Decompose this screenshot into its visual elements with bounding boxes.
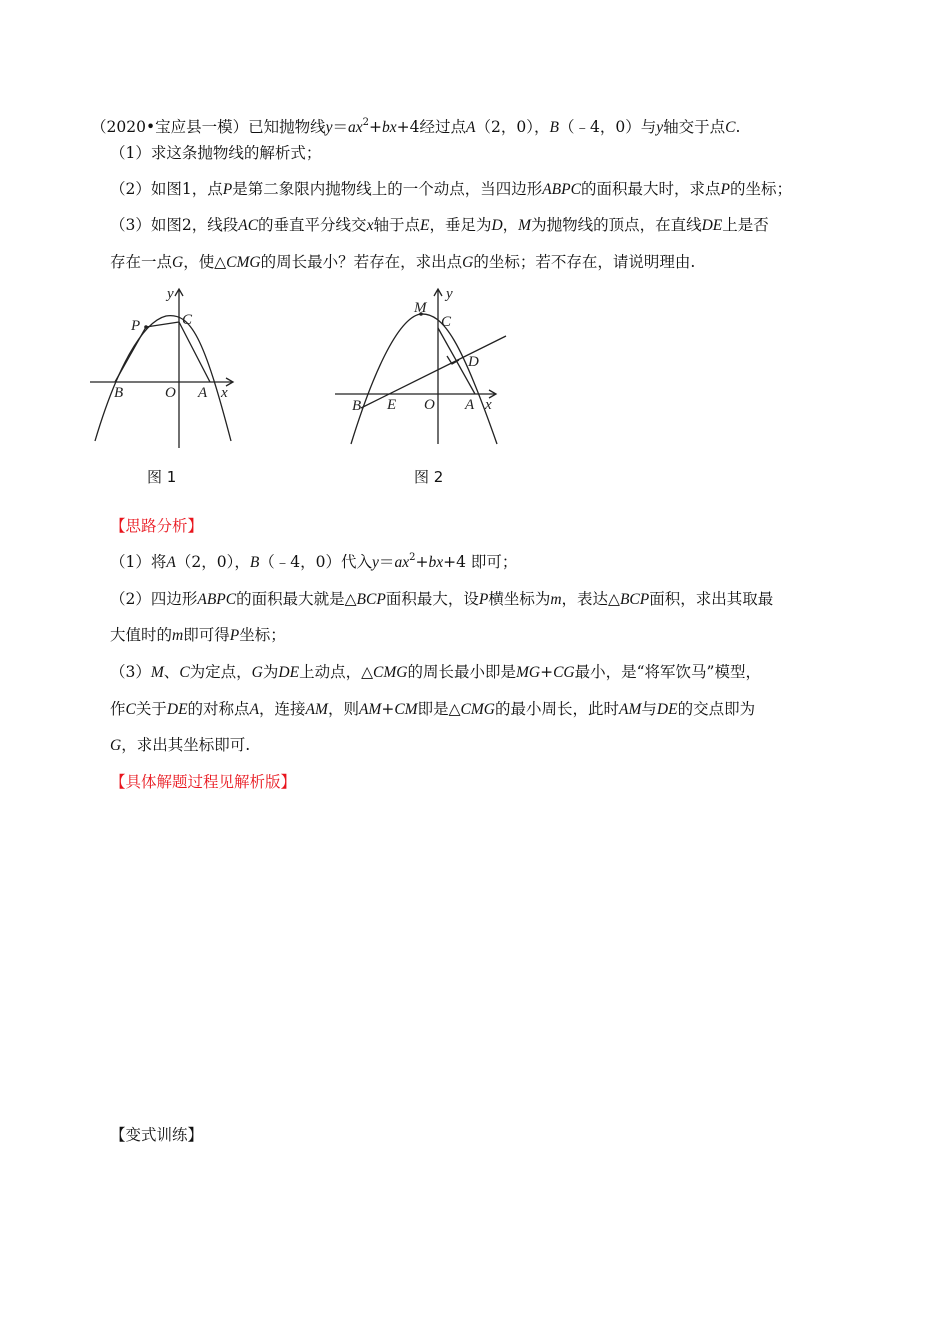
term-ax: ax	[348, 119, 363, 136]
label-a: A	[198, 385, 208, 401]
analysis-heading: 【思路分析】	[110, 517, 204, 535]
point-a: A	[466, 119, 476, 136]
label-m: M	[414, 300, 427, 316]
problem-source: （2020•宝应县一模）	[91, 118, 249, 136]
plus: +	[369, 118, 383, 136]
equals: ＝	[332, 118, 349, 136]
question-3-continued: 存在一点G，使△CMG的周长最小？若存在，求出点G的坐标；若不存在，请说明理由.	[110, 253, 696, 271]
exponent: 2	[362, 116, 370, 128]
segment-ca	[179, 322, 210, 382]
label-c: C	[441, 314, 452, 330]
parabola	[95, 316, 231, 441]
question-3: （3）如图2，线段AC的垂直平分线交x轴于点E，垂足为D，M为抛物线的顶点，在直线DE上是否	[110, 216, 769, 234]
problem-text: 已知抛物线	[248, 118, 326, 136]
figure-1-caption: 图 1	[147, 468, 177, 486]
segment-bp	[115, 327, 146, 382]
figure-2	[332, 284, 512, 449]
point-p-dot	[144, 325, 148, 329]
analysis-step-3-continued: 作C关于DE的对称点A，连接AM，则AM+CM即是△CMG的最小周长，此时AM与DE的交点即为	[110, 700, 756, 718]
analysis-step-1: （1）将A（2，0），B（﹣4，0）代入$y=ax^2+bx+4$ 即可；	[110, 551, 518, 571]
label-o: O	[165, 385, 176, 401]
analysis-step-3-end: G，求出其坐标即可.	[110, 736, 251, 754]
label-y: y	[167, 286, 174, 302]
analysis-step-2-continued: 大值时的m即可得P坐标；	[110, 626, 286, 644]
solution-note: 【具体解题过程见解析版】	[110, 773, 297, 791]
label-c: C	[182, 312, 193, 328]
analysis-step-3: （3）M、C为定点，G为DE上动点，△CMG的周长最小即是MG+CG最小，是“将军饮马”模型，	[110, 663, 761, 681]
label-p: P	[131, 318, 141, 334]
question-2: （2）如图1，点P是第二象限内抛物线上的一个动点，当四边形ABPC的面积最大时，求点P的坐标；	[110, 180, 792, 198]
constant: +4	[396, 118, 420, 136]
term-bx: bx	[382, 119, 397, 136]
period: .	[735, 118, 741, 136]
analysis-step-2: （2）四边形ABPC的面积最大就是△BCP面积最大，设P横坐标为m，表达△BCP面积，求出其取最	[110, 590, 774, 608]
label-o: O	[424, 397, 435, 413]
point-b: B	[549, 119, 559, 136]
label-e: E	[387, 397, 397, 413]
problem-text: 轴交于点	[663, 118, 726, 136]
parabola	[351, 314, 497, 444]
label-x: x	[221, 385, 228, 401]
point-c: C	[725, 119, 736, 136]
problem-text: 经过点	[419, 118, 467, 136]
point-a-coords: （2，0），	[475, 118, 550, 136]
figure-2-caption: 图 2	[414, 468, 444, 486]
point-b-coords: （﹣4，0）与	[558, 118, 657, 136]
label-b: B	[352, 398, 362, 414]
label-a: A	[465, 397, 475, 413]
label-y: y	[446, 286, 453, 302]
var-y: y	[656, 119, 664, 136]
figure-1	[86, 284, 246, 449]
problem-statement	[91, 116, 740, 139]
label-b: B	[114, 385, 124, 401]
variant-training-heading: 【变式训练】	[110, 1126, 204, 1144]
var-y: y	[325, 119, 333, 136]
question-1	[110, 142, 321, 164]
label-d: D	[468, 354, 479, 370]
label-x: x	[485, 397, 492, 413]
question-1-text: （1）求这条抛物线的解析式；	[110, 144, 322, 162]
